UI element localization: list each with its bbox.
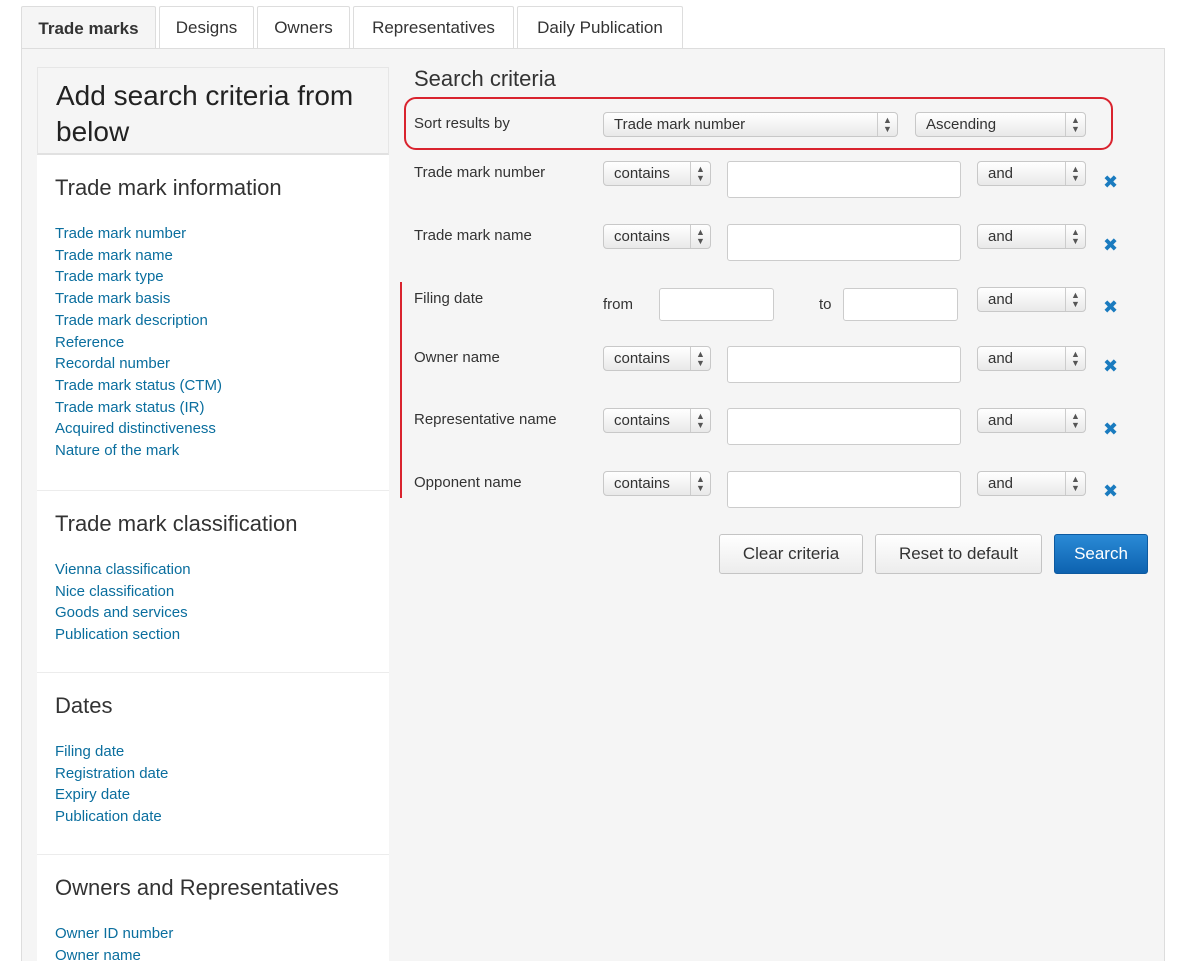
representative-name-input[interactable] [727,408,961,445]
join-select[interactable] [977,346,1086,371]
select-arrows-icon: ▲ ▼ [1065,288,1085,311]
section-title: Owners and Representatives [55,875,339,900]
select-arrows-icon: ▲ ▼ [690,409,710,432]
operator-value: contains [614,165,670,182]
select-arrows-icon: ▲ ▼ [1065,162,1085,185]
operator-select[interactable] [603,471,711,496]
select-arrows-icon: ▲ ▼ [1065,225,1085,248]
link-status-ctm[interactable]: Trade mark status (CTM) [55,376,222,394]
criteria-sidebar [37,67,389,961]
select-arrows-icon: ▲ ▼ [1065,113,1085,136]
section-owners-and-representatives [37,855,389,961]
join-select[interactable] [977,408,1086,433]
to-label: to [819,296,832,313]
sort-field-select[interactable] [603,112,898,137]
from-label: from [603,296,633,313]
opponent-name-input[interactable] [727,471,961,508]
join-select[interactable] [977,161,1086,186]
remove-criterion-icon[interactable]: ✖ [1103,419,1119,439]
join-value: and [988,228,1014,245]
select-arrows-icon: ▲ ▼ [1065,472,1085,495]
join-value: and [988,412,1014,429]
link-reference[interactable]: Reference [55,333,125,351]
tab-trade-marks[interactable]: Trade marks [21,6,156,50]
join-select[interactable] [977,287,1086,312]
remove-criterion-icon[interactable]: ✖ [1103,481,1119,501]
criterion-label: Representative name [414,411,557,428]
tab-bar [21,6,686,49]
search-criteria-title: Search criteria [414,66,556,91]
join-value: and [988,165,1014,182]
sort-field-value: Trade mark number [614,116,746,133]
join-value: and [988,475,1014,492]
tab-representatives[interactable]: Representatives [353,6,514,49]
criterion-label: Trade mark name [414,227,532,244]
sidebar-title: Add search criteria from below [56,80,354,147]
link-trade-mark-number[interactable]: Trade mark number [55,225,187,242]
sort-order-value: Ascending [926,116,997,133]
filing-date-to-input[interactable] [843,288,958,321]
join-value: and [988,350,1014,367]
join-select[interactable] [977,224,1086,249]
select-arrows-icon: ▲ ▼ [1065,347,1085,370]
link-publication-date[interactable]: Publication date [55,808,162,826]
operator-value: contains [614,228,670,245]
operator-value: contains [614,475,670,492]
search-button[interactable]: Search [1054,534,1148,574]
criterion-label: Owner name [414,349,500,366]
select-arrows-icon: ▲ ▼ [690,162,710,185]
operator-value: contains [614,350,670,367]
sort-label: Sort results by [414,115,510,132]
clear-criteria-button[interactable]: Clear criteria [719,534,863,574]
highlight-bar [400,282,402,498]
operator-select[interactable] [603,408,711,433]
trade-mark-name-input[interactable] [727,224,961,261]
sort-order-select[interactable] [915,112,1086,137]
section-trade-mark-information [37,155,389,491]
tab-owners[interactable]: Owners [257,6,350,49]
section-title: Dates [55,693,113,718]
remove-criterion-icon[interactable]: ✖ [1103,172,1119,192]
link-registration-date[interactable]: Registration date [55,764,169,782]
remove-criterion-icon[interactable]: ✖ [1103,297,1119,317]
trade-mark-number-input[interactable] [727,161,961,198]
filing-date-from-input[interactable] [659,288,774,321]
link-publication-section[interactable]: Publication section [55,626,181,644]
section-trade-mark-classification [37,491,389,673]
link-vienna-classification[interactable]: Vienna classification [55,561,191,578]
select-arrows-icon: ▲ ▼ [690,347,710,370]
tab-designs[interactable]: Designs [159,6,254,49]
link-trade-mark-type[interactable]: Trade mark type [55,268,164,286]
reset-to-default-button[interactable]: Reset to default [875,534,1042,574]
section-dates [37,673,389,855]
link-nice-classification[interactable]: Nice classification [55,582,175,600]
link-trade-mark-name[interactable]: Trade mark name [55,246,173,264]
operator-select[interactable] [603,161,711,186]
join-value: and [988,291,1014,308]
criterion-label: Opponent name [414,474,522,491]
select-arrows-icon: ▲ ▼ [690,472,710,495]
owner-name-input[interactable] [727,346,961,383]
operator-select[interactable] [603,346,711,371]
link-goods-and-services[interactable]: Goods and services [55,604,188,622]
link-nature-of-mark[interactable]: Nature of the mark [55,442,180,460]
link-trade-mark-basis[interactable]: Trade mark basis [55,290,171,308]
tab-daily-publication[interactable]: Daily Publication [517,6,683,49]
remove-criterion-icon[interactable]: ✖ [1103,356,1119,376]
criterion-label: Filing date [414,290,484,307]
section-title: Trade mark classification [55,511,298,536]
link-owner-name[interactable]: Owner name [55,946,141,961]
link-trade-mark-description[interactable]: Trade mark description [55,311,208,329]
select-arrows-icon: ▲ ▼ [690,225,710,248]
link-filing-date[interactable]: Filing date [55,743,125,760]
select-arrows-icon: ▲ ▼ [877,113,897,136]
criterion-label: Trade mark number [414,164,546,181]
operator-value: contains [614,412,670,429]
link-recordal-number[interactable]: Recordal number [55,355,171,373]
link-acquired-distinctiveness[interactable]: Acquired distinctiveness [55,420,216,438]
select-arrows-icon: ▲ ▼ [1065,409,1085,432]
section-title: Trade mark information [55,175,282,200]
operator-select[interactable] [603,224,711,249]
sidebar-header [37,67,389,155]
link-expiry-date[interactable]: Expiry date [55,786,131,804]
remove-criterion-icon[interactable]: ✖ [1103,235,1119,255]
link-status-ir[interactable]: Trade mark status (IR) [55,398,205,416]
link-owner-id-number[interactable]: Owner ID number [55,925,174,942]
join-select[interactable] [977,471,1086,496]
